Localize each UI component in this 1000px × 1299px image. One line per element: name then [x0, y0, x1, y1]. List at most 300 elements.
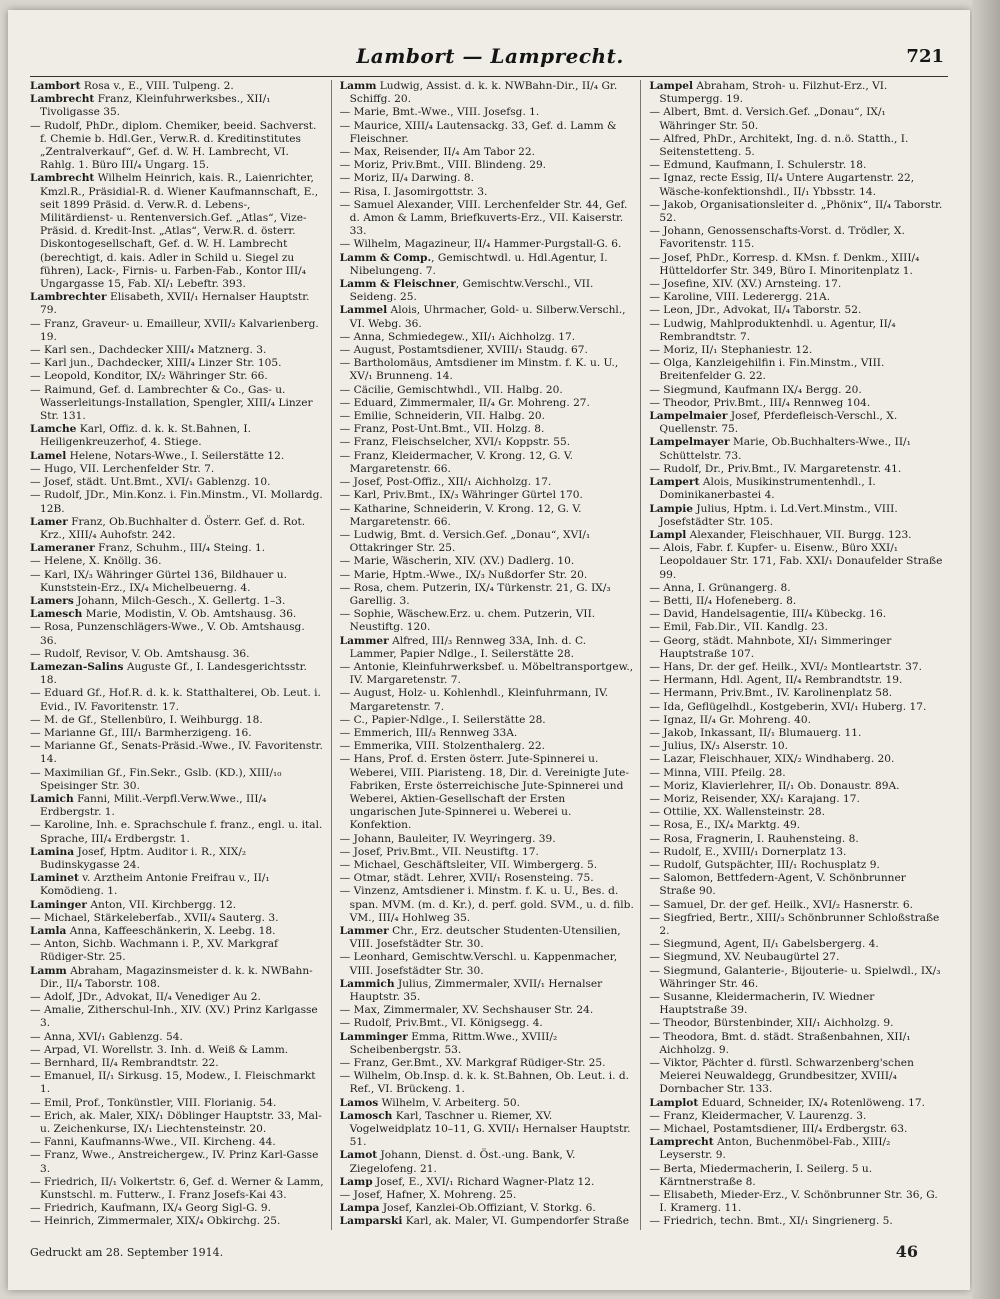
entry-text: Josef, Pferdefleisch-Verschl., X. Quellenstr. 75. [659, 410, 898, 436]
entry-surname: Lamm [339, 80, 377, 92]
entry-surname: Laminger [30, 898, 87, 911]
directory-entry [649, 714, 944, 727]
entry-text: — Johann, Genossenschafts-Vorst. d. Trödler, X. Favoritenstr. 115. [649, 225, 905, 251]
entry-text: — Moriz, Priv.Bmt., VIII. Blindeng. 29. [339, 159, 547, 172]
entry-text: — Josef, PhDr., Korresp. d. KMsn. f. Denkm., XIII/₄ Hütteldorfer Str. 349, Büro I. Minoritenplatz 1. [649, 251, 920, 277]
entry-surname: Lambrecht [30, 93, 95, 106]
entry-text: Fanni, Milit.-Verpfl.Verw.Wwe., III/₄ Erdbergstr. 1. [40, 792, 267, 819]
entry-text: Franz, Kleinfuhrwerksbes., XII/₁ Tivoligasse 35. [40, 93, 271, 119]
entry-text: — Marie, Bmt.-Wwe., VIII. Josefsg. 1. [339, 106, 540, 119]
entry-text: Wilhelm Heinrich, kais. R., Laienrichter, Kmzl.R., Präsidial-R. d. Wiener Kaufmannschaft, E., seit 1899 Präsid. d. Verw.R. d. Lebens-, Militärdienst- u. Rentenversich.Gef. „Atlas“, Vize-Präsid. d. Kredit-Inst. „Atlas“, Verw.R. d. österr. Diskontogesellschaft, Gef. d. W. H. Lambrecht (berechtigt, d. kais. Adler in Schild u. Siegel zu führen), Lack-, Firnis- u. Farben-Fab., Kontor III/₄ Ungargasse 15, Fab. XI/₁ Lebeftr. 393. [40, 172, 319, 291]
entry-text: Helene, Notars-Wwe., I. Seilerstätte 12. [66, 449, 285, 462]
directory-entry [649, 582, 944, 595]
entry-text: Chr., Erz. deutscher Studenten-Utensilien, VIII. Josefstädter Str. 30. [349, 925, 621, 951]
directory-entry [30, 648, 325, 661]
entry-text: — Raimund, Gef. d. Lambrechter & Co., Gas- u. Wasserleitungs-Installation, Spengler, XIII/₄ Linzer Str. 131. [30, 383, 313, 423]
directory-entry [649, 225, 944, 251]
entry-text: — Amalie, Zitherschul-Inh., XIV. (XV.) Prinz Karlgasse 3. [30, 1004, 318, 1030]
entry-text: — Maurice, XIII/₄ Lautensackg. 33, Gef. d. Lamm & Fleischner. [339, 119, 617, 145]
entry-text: — Minna, VIII. Pfeilg. 28. [649, 766, 786, 779]
entry-text: — Siegfried, Bertr., XIII/₃ Schönbrunner Schloßstraße 2. [649, 911, 940, 937]
entry-text: — Rudolf, E., XVIII/₁ Dornerplatz 13. [649, 845, 847, 858]
entry-text: Alfred, III/₃ Rennweg 33A, Inh. d. C. Lammer, Papier Ndlge., I. Seilerstätte 28. [349, 634, 587, 660]
entry-surname: Lambrecht [30, 172, 95, 185]
entry-text: — Moriz, II/₄ Darwing. 8. [339, 172, 474, 185]
entry-text: — Theodora, Bmt. d. städt. Straßenbahnen, XII/₁ Aichholzg. 9. [649, 1030, 911, 1056]
entry-text: — Karoline, VIII. Lederergg. 21A. [649, 291, 831, 304]
entry-text: — Michael, Postamtsdiener, III/₄ Erdbergstr. 63. [649, 1123, 908, 1136]
directory-entry [340, 159, 635, 172]
directory-entry [30, 1176, 325, 1202]
entry-text: — Samuel, Dr. der gef. Heilk., XVI/₂ Hasnerstr. 6. [649, 898, 914, 911]
directory-entry [30, 344, 325, 357]
entry-text: — Emmerich, III/₃ Rennweg 33A. [339, 726, 518, 739]
entry-text: — Michael, Geschäftsleiter, VII. Wimbergerg. 5. [339, 858, 598, 871]
entry-surname: Lamm & Comp. [339, 251, 432, 264]
directory-entry [340, 1202, 635, 1215]
entry-text: — Karl jun., Dachdecker, XIII/₄ Linzer Str. 105. [30, 357, 282, 370]
entry-text: — Karl, IX/₃ Währinger Gürtel 136, Bildhauer u. Kunststein-Erz., IX/₄ Michelbeuerng. 4. [30, 568, 287, 594]
entry-text: Eduard, Schneider, IX/₄ Rotenlöweng. 17. [698, 1096, 925, 1109]
entry-surname: Lamplot [649, 1096, 699, 1109]
directory-page [8, 10, 970, 1290]
entry-text: — Marianne Gf., Senats-Präsid.-Wwe., IV. Favoritenstr. 14. [30, 740, 323, 766]
entry-surname: Lambort [30, 80, 81, 92]
entry-text: — Sophie, Wäschew.Erz. u. chem. Putzerin, VII. Neustiftg. 120. [339, 608, 596, 634]
directory-entry [340, 172, 635, 185]
directory-entry [30, 555, 325, 568]
directory-entry [30, 80, 325, 93]
entry-text: Elisabeth, XVII/₁ Hernalser Hauptstr. 79. [40, 291, 310, 317]
entry-surname: Lammich [339, 977, 395, 990]
entry-text: — Hermann, Priv.Bmt., IV. Karolinenplatz 58. [649, 687, 893, 700]
entry-text: — Viktor, Pächter d. fürstl. Schwarzenberg'schen Meierei Neuwaldegg, Grundbesitzer, XVIII/₄ Dornbacher Str. 133. [649, 1057, 914, 1096]
entry-text: — Franz, Graveur- u. Emailleur, XVII/₂ Kalvarienberg. 19. [30, 317, 319, 343]
entry-surname: Lamm & Fleischner [339, 278, 456, 291]
entry-text: Anna, Kaffeeschänkerin, X. Leebg. 18. [66, 925, 276, 937]
directory-entry [649, 635, 944, 661]
entry-surname: Lamla [30, 925, 67, 937]
entry-text: — Franz, Kleidermacher, V. Laurenzg. 3. [649, 1109, 867, 1122]
directory-entry [340, 1097, 635, 1110]
directory-entry [340, 1110, 635, 1150]
directory-entry [340, 238, 635, 251]
directory-entry [649, 1110, 944, 1123]
directory-entry [30, 872, 325, 898]
entry-text: — Leonhard, Gemischtw.Verschl. u. Kappenmacher, VIII. Josefstädter Str. 30. [339, 951, 618, 977]
directory-entry [340, 727, 635, 740]
directory-entry [649, 767, 944, 780]
entry-text: — Marianne Gf., III/₁ Barmherzigeng. 16. [30, 726, 252, 739]
directory-entry [340, 714, 635, 727]
directory-entry [340, 1070, 635, 1096]
entry-surname: Lamezan-Salins [30, 660, 124, 673]
entry-text: — Helene, X. Knöllg. 36. [30, 555, 162, 568]
directory-entry [649, 912, 944, 938]
entry-text: — Ignaz, II/₄ Gr. Mohreng. 40. [649, 713, 811, 726]
directory-entry [340, 529, 635, 555]
column-3 [649, 80, 950, 1230]
directory-entry [30, 172, 325, 291]
entry-text: — Antonie, Kleinfuhrwerksbef. u. Möbeltransportgew., IV. Margaretenstr. 7. [339, 660, 634, 687]
entry-text: , Gemischtwdl. u. Hdl.Agentur, I. Nibelungeng. 7. [349, 251, 608, 277]
entry-text: — Friedrich, Kaufmann, IX/₄ Georg Sigl-G. 9. [30, 1202, 272, 1215]
entry-text: — Vinzenz, Amtsdiener i. Minstm. f. K. u. U., Bes. d. span. MVM. (m. d. Kr.), d. perf. gold. SVM., u. d. filb. VM., III/₄ Hohlweg 35. [339, 885, 634, 924]
directory-entry [340, 569, 635, 582]
columns [30, 80, 950, 1230]
entry-surname: Lampa [339, 1202, 380, 1215]
entry-text: — Alois, Fabr. f. Kupfer- u. Eisenw., Büro XXI/₁ Leopoldauer Str. 171, Fab. XXI/₁ Donaufelder Straße 99. [649, 542, 943, 581]
entry-text: Marie, Ob.Buchhalters-Wwe., II/₁ Schüttelstr. 73. [659, 436, 911, 462]
directory-entry [649, 1097, 944, 1110]
directory-entry [30, 1031, 325, 1044]
directory-entry [649, 846, 944, 859]
entry-text: — Johann, Bauleiter, IV. Weyringerg. 39. [339, 832, 556, 845]
entry-text: Auguste Gf., I. Landesgerichtsstr. 18. [40, 660, 307, 687]
directory-entry [30, 1110, 325, 1136]
entry-surname: Lamina [30, 845, 75, 858]
directory-entry [340, 199, 635, 239]
entry-text: — Edmund, Kaufmann, I. Schulerstr. 18. [649, 159, 867, 172]
entry-surname: Lampert [649, 476, 700, 489]
entry-text: — Theodor, Bürstenbinder, XII/₁ Aichholzg. 9. [649, 1017, 894, 1030]
directory-entry [340, 106, 635, 119]
book-gutter [972, 0, 1000, 1299]
directory-entry [649, 1215, 944, 1228]
entry-text: Anton, Buchenmöbel-Fab., XIII/₂ Leyserstr. 9. [659, 1136, 891, 1162]
entry-text: — Rudolf, JDr., Min.Konz. i. Fin.Minstm., VI. Mollardg. 12B. [30, 489, 323, 515]
entry-text: — Friedrich, techn. Bmt., XI/₁ Singrienerg. 5. [649, 1215, 893, 1228]
entry-text: Alois, Musikinstrumentenhdl., I. Dominikanerbastei 4. [659, 476, 876, 502]
directory-entry [340, 687, 635, 713]
directory-entry [30, 819, 325, 845]
entry-text: — Marie, Wäscherin, XIV. (XV.) Dadlerg. 10. [339, 555, 575, 568]
directory-entry [649, 687, 944, 700]
entry-text: — Friedrich, II/₁ Volkertstr. 6, Gef. d. Werner & Lamm, Kunstschl. m. Futterw., I. Franz Josefs-Kai 43. [30, 1175, 324, 1202]
entry-surname: Lamer [30, 515, 68, 528]
directory-entry [649, 106, 944, 132]
directory-entry [649, 436, 944, 462]
entry-text: — Katharine, Schneiderin, V. Krong. 12, G. V. Margaretenstr. 66. [339, 502, 582, 528]
entry-text: — Theodor, Priv.Bmt., III/₄ Rennweg 104. [649, 396, 871, 409]
directory-entry [30, 120, 325, 173]
directory-entry [30, 542, 325, 555]
entry-text: — Julius, IX/₃ Alserstr. 10. [649, 740, 789, 753]
entry-text: — Anna, XVI/₁ Gablenzg. 54. [30, 1030, 183, 1043]
directory-entry [649, 740, 944, 753]
directory-entry [340, 635, 635, 661]
directory-entry [649, 819, 944, 832]
directory-entry [649, 1189, 944, 1215]
directory-entry [340, 951, 635, 977]
page-footer [30, 1242, 948, 1266]
directory-entry [649, 621, 944, 634]
directory-entry [340, 1215, 635, 1230]
entry-text: Anton, VII. Kirchbergg. 12. [86, 898, 237, 911]
entry-text: — Rudolf, Priv.Bmt., VI. Königsegg. 4. [339, 1017, 543, 1030]
entry-text: — Leopold, Konditor, IX/₂ Währinger Str. 66. [30, 370, 268, 383]
entry-surname: Lamesch [30, 608, 83, 621]
entry-text: Karl, Offiz. d. k. k. St.Bahnen, I. Heiligenkreuzerhof, 4. Stiege. [40, 423, 251, 449]
directory-entry [30, 463, 325, 476]
directory-entry [649, 410, 944, 436]
directory-entry [340, 304, 635, 330]
directory-entry [649, 991, 944, 1017]
directory-entry [649, 357, 944, 383]
directory-entry [649, 199, 944, 225]
directory-entry [649, 793, 944, 806]
directory-entry [30, 727, 325, 740]
entry-surname: Lamos [339, 1096, 379, 1109]
directory-entry [30, 476, 325, 489]
directory-entry [340, 146, 635, 159]
entry-text: — Max, Reisender, II/₄ Am Tabor 22. [339, 146, 535, 159]
entry-text: — Jakob, Inkassant, II/₁ Blumauerg. 11. [649, 726, 862, 739]
entry-surname: Laminet [30, 872, 79, 885]
entry-text: — Hans, Dr. der gef. Heilk., XVI/₂ Montleartstr. 37. [649, 660, 922, 673]
directory-entry [649, 384, 944, 397]
directory-entry [30, 291, 325, 317]
entry-text: — Ottilie, XX. Wallensteinstr. 28. [649, 806, 825, 819]
entry-text: — Karoline, Inh. e. Sprachschule f. franz., engl. u. ital. Sprache, III/₄ Erdbergstr. 1. [30, 819, 323, 845]
entry-text: — Bernhard, II/₄ Rembrandtstr. 22. [30, 1057, 219, 1070]
entry-text: — Erich, ak. Maler, XIX/₁ Döblinger Hauptstr. 33, Mal- u. Zeichenkurse, IX/₁ Liechtensteinstr. 20. [30, 1109, 322, 1136]
entry-text: — Eduard Gf., Hof.R. d. k. k. Statthalterei, Ob. Leut. i. Evid., IV. Favoritenstr. 17. [30, 687, 321, 713]
entry-text: Johann, Dienst. d. Öst.-ung. Bank, V. Ziegelofeng. 21. [349, 1149, 576, 1175]
entry-text: — M. de Gf., Stellenbüro, I. Weihburgg. 18. [30, 713, 263, 726]
directory-entry [30, 318, 325, 344]
entry-text: — Moriz, Reisender, XX/₁ Karajang. 17. [649, 792, 860, 805]
directory-entry [340, 278, 635, 304]
directory-entry [30, 384, 325, 424]
directory-entry [649, 872, 944, 898]
directory-entry [340, 331, 635, 344]
entry-text: Franz, Schuhm., III/₄ Steing. 1. [94, 542, 266, 555]
entry-surname: Lamm [30, 964, 67, 977]
entry-text: — Marie, Hptm.-Wwe., IX/₃ Nußdorfer Str. 20. [339, 568, 588, 581]
directory-entry [340, 1057, 635, 1070]
directory-entry [649, 899, 944, 912]
entry-text: — Franz, Fleischselcher, XVI/₁ Koppstr. 55. [339, 436, 571, 449]
entry-text: — Moriz, II/₁ Stephaniestr. 12. [649, 344, 813, 357]
directory-entry [30, 1136, 325, 1149]
entry-text: — Franz, Ger.Bmt., XV. Markgraf Rüdiger-Str. 25. [339, 1057, 606, 1070]
entry-text: — Berta, Miedermacherin, I. Seilerg. 5 u. Kärntnerstraße 8. [649, 1162, 873, 1188]
directory-entry [30, 595, 325, 608]
directory-entry [30, 357, 325, 370]
column-1 [30, 80, 332, 1230]
directory-entry [30, 1044, 325, 1057]
entry-surname: Lamparski [339, 1215, 403, 1228]
directory-entry [340, 450, 635, 476]
entry-text: — Susanne, Kleidermacherin, IV. Wiedner Hauptstraße 39. [649, 991, 875, 1017]
entry-text: — Lazar, Fleischhauer, XIX/₂ Windhaberg. 20. [649, 753, 895, 766]
directory-entry [30, 516, 325, 542]
directory-entry [30, 793, 325, 819]
directory-entry [649, 608, 944, 621]
directory-entry [649, 661, 944, 674]
entry-text: — Leon, JDr., Advokat, II/₄ Taborstr. 52. [649, 304, 862, 317]
entry-text: — Franz, Post-Unt.Bmt., VII. Holzg. 8. [339, 423, 545, 436]
entry-text: Abraham, Stroh- u. Filzhut-Erz., VI. Stumpergg. 19. [659, 80, 888, 106]
entry-text: — Emmerika, VIII. Stolzenthalerg. 22. [339, 740, 546, 753]
entry-surname: Lammer [339, 925, 389, 937]
directory-entry [30, 938, 325, 964]
directory-entry [30, 1097, 325, 1110]
directory-entry [649, 1017, 944, 1030]
entry-text: — Emilie, Schneiderin, VII. Halbg. 20. [339, 410, 545, 423]
entry-text: Rosa v., E., VIII. Tulpeng. 2. [80, 80, 234, 92]
entry-text: — Adolf, JDr., Advokat, II/₄ Venediger Au 2. [30, 991, 261, 1004]
entry-text: — Josef, Post-Offiz., XII/₁ Aichholzg. 17. [339, 476, 552, 489]
entry-text: — Rudolf, Revisor, V. Ob. Amtshausg. 36. [30, 647, 250, 660]
directory-entry [30, 740, 325, 766]
directory-entry [340, 885, 635, 925]
entry-text: — Risa, I. Jasomirgottstr. 3. [339, 185, 488, 198]
entry-text: — Karl, Priv.Bmt., IX/₃ Währinger Gürtel 170. [339, 489, 583, 502]
directory-entry [30, 1202, 325, 1215]
directory-entry [340, 384, 635, 397]
header-rule [30, 76, 948, 77]
directory-entry [30, 912, 325, 925]
directory-entry [649, 1123, 944, 1136]
entry-text: — Bartholomäus, Amtsdiener im Minstm. f. K. u. U., XV/₁ Brunneng. 14. [339, 357, 619, 383]
directory-entry [340, 846, 635, 859]
directory-entry [340, 555, 635, 568]
directory-entry [340, 1017, 635, 1030]
directory-entry [30, 608, 325, 621]
entry-text: — August, Postamtsdiener, XVIII/₁ Staudg. 67. [339, 344, 588, 357]
entry-text: — Emil, Fab.Dir., VII. Kandlg. 23. [649, 621, 828, 634]
directory-entry [649, 159, 944, 172]
entry-surname: Lampel [649, 80, 694, 92]
directory-entry [649, 595, 944, 608]
entry-text: — C., Papier-Ndlge., I. Seilerstätte 28. [339, 713, 546, 726]
entry-surname: Lamprecht [649, 1136, 714, 1149]
entry-text: — Anton, Sichb. Wachmann i. P., XV. Markgraf Rüdiger-Str. 25. [30, 938, 278, 964]
entry-text: Emma, Rittm.Wwe., XVIII/₂ Scheibenbergstr. 53. [349, 1030, 558, 1056]
entry-text: Johann, Milch-Gesch., X. Gellertg. 1–3. [73, 594, 286, 607]
column-2 [340, 80, 642, 1230]
directory-entry [340, 1149, 635, 1175]
entry-text: Josef, Hptm. Auditor i. R., XIX/₂ Budinskygasse 24. [40, 845, 247, 871]
directory-entry [340, 476, 635, 489]
entry-text: — Heinrich, Zimmermaler, XIX/₄ Obkirchg. 25. [30, 1215, 281, 1228]
entry-text: Karl, ak. Maler, VI. Gumpendorfer Straße [405, 1215, 629, 1228]
directory-entry [340, 397, 635, 410]
entry-text: — Rosa, chem. Putzerin, IX/₄ Türkenstr. 21, G. IX/₃ Garellig. 3. [339, 581, 611, 607]
entry-text: — Alfred, PhDr., Architekt, Ing. d. n.ö. Statth., I. Seitenstetteng. 5. [649, 132, 909, 159]
directory-entry [30, 1215, 325, 1228]
directory-entry [649, 344, 944, 357]
directory-entry [30, 991, 325, 1004]
entry-text: — Franz, Kleidermacher, V. Krong. 12, G. V. Margaretenstr. 66. [339, 449, 574, 475]
directory-entry [30, 450, 325, 463]
entry-text: — Rosa, Fragnerin, I. Rauhensteing. 8. [649, 832, 859, 845]
directory-entry [340, 423, 635, 436]
entry-text: — Salomon, Bettfedern-Agent, V. Schönbrunner Straße 90. [649, 872, 906, 898]
directory-entry [649, 674, 944, 687]
entry-surname: Lamminger [339, 1030, 408, 1043]
directory-entry [340, 582, 635, 608]
directory-entry [649, 529, 944, 542]
entry-text: — Siegmund, XV. Neubaugürtel 27. [649, 951, 840, 964]
entry-text: — Georg, städt. Mahnbote, XI/₁ Simmeringer Hauptstraße 107. [649, 634, 892, 660]
directory-entry [649, 701, 944, 714]
sheet-number: 46 [895, 1242, 918, 1261]
directory-entry [340, 740, 635, 753]
entry-surname: Lambrechter [30, 291, 107, 304]
directory-entry [649, 542, 944, 582]
entry-text: — Josefine, XIV. (XV.) Arnsteing. 17. [649, 278, 842, 291]
entry-surname: Lampelmayer [649, 436, 730, 449]
directory-entry [340, 872, 635, 885]
directory-entry [340, 120, 635, 146]
directory-entry [649, 1163, 944, 1189]
entry-text: Wilhelm, V. Arbeiterg. 50. [378, 1096, 520, 1109]
entry-surname: Lamp [339, 1175, 373, 1188]
entry-text: Ludwig, Assist. d. k. k. NWBahn-Dir., II/₄ Gr. Schiffg. 20. [349, 80, 618, 106]
entry-text: Karl, Taschner u. Riemer, XV. Vogelweidplatz 10–11, G. XVII/₁ Hernalser Hauptstr. 51. [349, 1109, 631, 1149]
directory-entry [649, 318, 944, 344]
entry-surname: Lampie [649, 502, 694, 515]
entry-text: — Siegmund, Galanterie-, Bijouterie- u. Spielwdl., IX/₃ Währinger Str. 46. [649, 964, 941, 990]
directory-entry [30, 93, 325, 119]
entry-surname: Lampl [649, 528, 687, 541]
entry-text: — Josef, Priv.Bmt., VII. Neustiftg. 17. [339, 845, 539, 858]
directory-entry [340, 436, 635, 449]
entry-text: — Anna, Schmiedegew., XII/₁ Aichholzg. 17. [339, 330, 576, 343]
directory-entry [649, 397, 944, 410]
entry-text: Marie, Modistin, V. Ob. Amtshausg. 36. [82, 608, 297, 621]
entry-text: — Rosa, Punzenschlägers-Wwe., V. Ob. Amtshausg. 36. [30, 621, 305, 647]
entry-text: — Moriz, Klavierlehrer, II/₁ Ob. Donaustr. 89A. [649, 779, 900, 792]
entry-text: — Jakob, Organisationsleiter d. „Phönix“, II/₄ Taborstr. 52. [649, 198, 943, 225]
directory-entry [340, 1031, 635, 1057]
directory-entry [30, 423, 325, 449]
directory-entry [649, 951, 944, 964]
entry-text: — Franz, Wwe., Anstreichergew., IV. Prinz Karl-Gasse 3. [30, 1149, 319, 1175]
entry-text: — Cäcilie, Gemischtwhdl., VII. Halbg. 20. [339, 383, 563, 396]
entry-text: — Karl sen., Dachdecker XIII/₄ Matznerg. 3. [30, 344, 267, 357]
directory-entry [649, 780, 944, 793]
entry-text: — Betti, II/₄ Hofeneberg. 8. [649, 594, 797, 607]
directory-entry [30, 925, 325, 938]
directory-entry [30, 1057, 325, 1070]
entry-text: Alexander, Fleischhauer, VII. Burgg. 123. [686, 528, 912, 541]
entry-text: — Ludwig, Mahlproduktenhdl. u. Agentur, II/₄ Rembrandtstr. 7. [649, 317, 896, 343]
entry-text: — Hugo, VII. Lerchenfelder Str. 7. [30, 462, 215, 475]
directory-entry [30, 1149, 325, 1175]
entry-text: — Hans, Prof. d. Ersten österr. Jute-Spinnerei u. Weberei, VIII. Piaristeng. 18, Dir. d. Vereinigte Jute-Fabriken, Erste österreichische Jute-Spinnerei und Weberei, Aktien-Gesellschaft der Ersten ungarischen Jute-Spinnerei u. Weberei u. Konfektion. [339, 753, 629, 832]
directory-entry [340, 410, 635, 423]
directory-entry [649, 859, 944, 872]
entry-text: — Josef, städt. Unt.Bmt., XVI/₁ Gablenzg. 10. [30, 476, 271, 489]
entry-text: — Rudolf, Dr., Priv.Bmt., IV. Margaretenstr. 41. [649, 462, 902, 475]
directory-entry [649, 727, 944, 740]
entry-text: — Eduard, Zimmermaler, II/₄ Gr. Mohreng. 27. [339, 396, 590, 409]
directory-entry [340, 661, 635, 687]
entry-text: — August, Holz- u. Kohlenhdl., Kleinfuhrmann, IV. Margaretenstr. 7. [339, 687, 609, 713]
directory-entry [649, 1031, 944, 1057]
entry-text: — Wilhelm, Ob.Insp. d. k. k. St.Bahnen, Ob. Leut. i. d. Ref., VI. Brückeng. 1. [339, 1070, 630, 1096]
directory-entry [649, 291, 944, 304]
entry-text: — Ignaz, recte Essig, II/₄ Untere Augartenstr. 22, Wäsche-konfektionshdl., II/₁ Ybbsstr. 14. [649, 172, 915, 198]
entry-text: Josef, E., XVI/₁ Richard Wagner-Platz 12. [372, 1175, 595, 1188]
entry-text: — Wilhelm, Magazineur, II/₄ Hammer-Purgstall-G. 6. [339, 238, 622, 251]
directory-entry [649, 833, 944, 846]
directory-entry [649, 1136, 944, 1162]
